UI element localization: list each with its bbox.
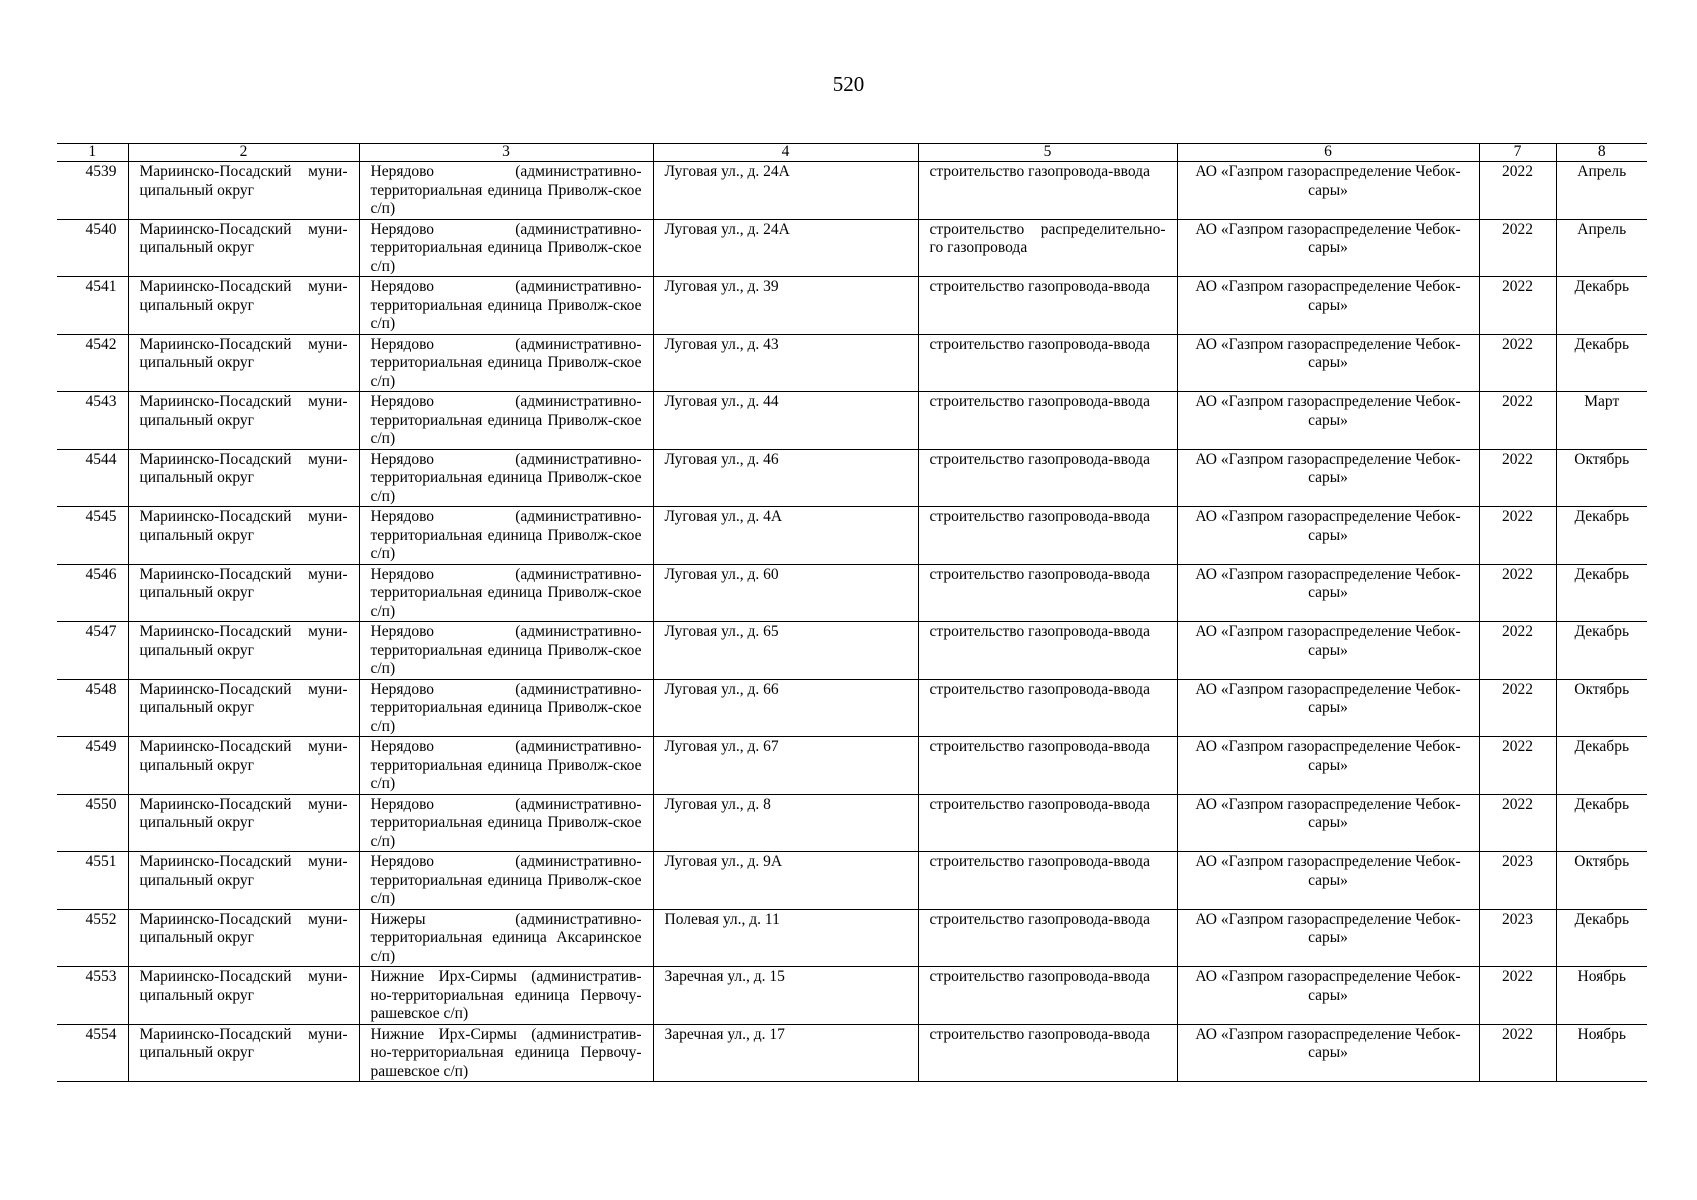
year-cell: 2022 <box>1479 219 1556 277</box>
year-cell: 2022 <box>1479 277 1556 335</box>
district-cell: Мариинско-Посадский муни-ципальный округ <box>128 277 359 335</box>
row-number: 4548 <box>57 679 128 737</box>
locality-cell: Нижеры (административно-территориальная единица Аксаринское с/п) <box>359 909 653 967</box>
district-cell: Мариинско-Посадский муни-ципальный округ <box>128 794 359 852</box>
locality-cell: Нерядово (административно-территориальная единица Приволж-ское с/п) <box>359 334 653 392</box>
row-number: 4539 <box>57 162 128 220</box>
locality-cell: Нерядово (административно-территориальная единица Приволж-ское с/п) <box>359 852 653 910</box>
district-cell: Мариинско-Посадский муни-ципальный округ <box>128 852 359 910</box>
row-number: 4543 <box>57 392 128 450</box>
work-cell: строительство газопровода-ввода <box>918 737 1177 795</box>
organization-cell: АО «Газпром газораспределение Чебок-сары» <box>1177 852 1479 910</box>
month-cell: Апрель <box>1556 219 1647 277</box>
work-cell: строительство газопровода-ввода <box>918 277 1177 335</box>
month-cell: Октябрь <box>1556 679 1647 737</box>
row-number: 4552 <box>57 909 128 967</box>
table-row <box>57 392 1647 450</box>
year-cell: 2022 <box>1479 449 1556 507</box>
table-row <box>57 449 1647 507</box>
organization-cell: АО «Газпром газораспределение Чебок-сары» <box>1177 967 1479 1025</box>
table-header-row <box>57 144 1647 162</box>
locality-cell: Нерядово (административно-территориальная единица Приволж-ское с/п) <box>359 277 653 335</box>
district-cell: Мариинско-Посадский муни-ципальный округ <box>128 449 359 507</box>
district-cell: Мариинско-Посадский муни-ципальный округ <box>128 967 359 1025</box>
row-number: 4542 <box>57 334 128 392</box>
work-cell: строительство газопровода-ввода <box>918 392 1177 450</box>
locality-cell: Нерядово (административно-территориальная единица Приволж-ское с/п) <box>359 392 653 450</box>
address-cell: Луговая ул., д. 66 <box>653 679 918 737</box>
locality-cell: Нерядово (административно-территориальная единица Приволж-ское с/п) <box>359 219 653 277</box>
address-cell: Луговая ул., д. 4А <box>653 507 918 565</box>
locality-cell: Нерядово (административно-территориальная единица Приволж-ское с/п) <box>359 679 653 737</box>
work-cell: строительство газопровода-ввода <box>918 507 1177 565</box>
month-cell: Март <box>1556 392 1647 450</box>
address-cell: Луговая ул., д. 24А <box>653 219 918 277</box>
work-cell: строительство газопровода-ввода <box>918 622 1177 680</box>
column-header: 8 <box>1556 144 1647 162</box>
year-cell: 2023 <box>1479 909 1556 967</box>
column-header: 4 <box>653 144 918 162</box>
table-row <box>57 794 1647 852</box>
month-cell: Декабрь <box>1556 622 1647 680</box>
organization-cell: АО «Газпром газораспределение Чебок-сары» <box>1177 794 1479 852</box>
year-cell: 2022 <box>1479 1024 1556 1082</box>
district-cell: Мариинско-Посадский муни-ципальный округ <box>128 507 359 565</box>
address-cell: Луговая ул., д. 67 <box>653 737 918 795</box>
address-cell: Полевая ул., д. 11 <box>653 909 918 967</box>
row-number: 4545 <box>57 507 128 565</box>
work-cell: строительство газопровода-ввода <box>918 162 1177 220</box>
table-row <box>57 564 1647 622</box>
work-cell: строительство газопровода-ввода <box>918 967 1177 1025</box>
organization-cell: АО «Газпром газораспределение Чебок-сары» <box>1177 162 1479 220</box>
table-row <box>57 967 1647 1025</box>
column-header: 3 <box>359 144 653 162</box>
district-cell: Мариинско-Посадский муни-ципальный округ <box>128 1024 359 1082</box>
work-cell: строительство газопровода-ввода <box>918 852 1177 910</box>
organization-cell: АО «Газпром газораспределение Чебок-сары» <box>1177 737 1479 795</box>
month-cell: Декабрь <box>1556 737 1647 795</box>
table-row <box>57 162 1647 220</box>
month-cell: Декабрь <box>1556 794 1647 852</box>
organization-cell: АО «Газпром газораспределение Чебок-сары» <box>1177 449 1479 507</box>
month-cell: Декабрь <box>1556 909 1647 967</box>
address-cell: Луговая ул., д. 46 <box>653 449 918 507</box>
organization-cell: АО «Газпром газораспределение Чебок-сары» <box>1177 909 1479 967</box>
data-table <box>57 143 1647 1082</box>
year-cell: 2022 <box>1479 679 1556 737</box>
row-number: 4546 <box>57 564 128 622</box>
address-cell: Заречная ул., д. 15 <box>653 967 918 1025</box>
work-cell: строительство газопровода-ввода <box>918 679 1177 737</box>
column-header: 6 <box>1177 144 1479 162</box>
organization-cell: АО «Газпром газораспределение Чебок-сары» <box>1177 679 1479 737</box>
organization-cell: АО «Газпром газораспределение Чебок-сары» <box>1177 334 1479 392</box>
row-number: 4547 <box>57 622 128 680</box>
month-cell: Декабрь <box>1556 334 1647 392</box>
address-cell: Луговая ул., д. 65 <box>653 622 918 680</box>
address-cell: Луговая ул., д. 60 <box>653 564 918 622</box>
year-cell: 2023 <box>1479 852 1556 910</box>
month-cell: Апрель <box>1556 162 1647 220</box>
month-cell: Ноябрь <box>1556 967 1647 1025</box>
work-cell: строительство газопровода-ввода <box>918 1024 1177 1082</box>
column-header: 2 <box>128 144 359 162</box>
year-cell: 2022 <box>1479 737 1556 795</box>
row-number: 4551 <box>57 852 128 910</box>
address-cell: Луговая ул., д. 43 <box>653 334 918 392</box>
district-cell: Мариинско-Посадский муни-ципальный округ <box>128 219 359 277</box>
year-cell: 2022 <box>1479 507 1556 565</box>
table-row <box>57 909 1647 967</box>
locality-cell: Нерядово (административно-территориальная единица Приволж-ское с/п) <box>359 564 653 622</box>
year-cell: 2022 <box>1479 967 1556 1025</box>
month-cell: Декабрь <box>1556 564 1647 622</box>
district-cell: Мариинско-Посадский муни-ципальный округ <box>128 162 359 220</box>
month-cell: Октябрь <box>1556 449 1647 507</box>
locality-cell: Нерядово (административно-территориальная единица Приволж-ское с/п) <box>359 162 653 220</box>
district-cell: Мариинско-Посадский муни-ципальный округ <box>128 564 359 622</box>
address-cell: Луговая ул., д. 9А <box>653 852 918 910</box>
row-number: 4541 <box>57 277 128 335</box>
table-row <box>57 507 1647 565</box>
locality-cell: Нерядово (административно-территориальная единица Приволж-ское с/п) <box>359 794 653 852</box>
address-cell: Луговая ул., д. 8 <box>653 794 918 852</box>
locality-cell: Нерядово (административно-территориальная единица Приволж-ское с/п) <box>359 449 653 507</box>
column-header: 1 <box>57 144 128 162</box>
year-cell: 2022 <box>1479 162 1556 220</box>
month-cell: Октябрь <box>1556 852 1647 910</box>
address-cell: Луговая ул., д. 24А <box>653 162 918 220</box>
table-row <box>57 852 1647 910</box>
table-row <box>57 219 1647 277</box>
district-cell: Мариинско-Посадский муни-ципальный округ <box>128 909 359 967</box>
table-row <box>57 277 1647 335</box>
address-cell: Луговая ул., д. 39 <box>653 277 918 335</box>
district-cell: Мариинско-Посадский муни-ципальный округ <box>128 622 359 680</box>
district-cell: Мариинско-Посадский муни-ципальный округ <box>128 334 359 392</box>
year-cell: 2022 <box>1479 564 1556 622</box>
address-cell: Луговая ул., д. 44 <box>653 392 918 450</box>
year-cell: 2022 <box>1479 392 1556 450</box>
table-row <box>57 679 1647 737</box>
address-cell: Заречная ул., д. 17 <box>653 1024 918 1082</box>
organization-cell: АО «Газпром газораспределение Чебок-сары» <box>1177 392 1479 450</box>
row-number: 4544 <box>57 449 128 507</box>
column-header: 5 <box>918 144 1177 162</box>
table-row <box>57 1024 1647 1082</box>
year-cell: 2022 <box>1479 622 1556 680</box>
organization-cell: АО «Газпром газораспределение Чебок-сары» <box>1177 219 1479 277</box>
row-number: 4554 <box>57 1024 128 1082</box>
organization-cell: АО «Газпром газораспределение Чебок-сары» <box>1177 1024 1479 1082</box>
district-cell: Мариинско-Посадский муни-ципальный округ <box>128 392 359 450</box>
month-cell: Ноябрь <box>1556 1024 1647 1082</box>
row-number: 4549 <box>57 737 128 795</box>
locality-cell: Нижние Ирх-Сирмы (административ-но-территориальная единица Первочу-рашевское с/п) <box>359 967 653 1025</box>
organization-cell: АО «Газпром газораспределение Чебок-сары» <box>1177 507 1479 565</box>
organization-cell: АО «Газпром газораспределение Чебок-сары» <box>1177 564 1479 622</box>
locality-cell: Нерядово (административно-территориальная единица Приволж-ское с/п) <box>359 507 653 565</box>
month-cell: Декабрь <box>1556 507 1647 565</box>
year-cell: 2022 <box>1479 334 1556 392</box>
organization-cell: АО «Газпром газораспределение Чебок-сары» <box>1177 622 1479 680</box>
year-cell: 2022 <box>1479 794 1556 852</box>
work-cell: строительство газопровода-ввода <box>918 794 1177 852</box>
column-header: 7 <box>1479 144 1556 162</box>
work-cell: строительство распределительно-го газопровода <box>918 219 1177 277</box>
table-row <box>57 622 1647 680</box>
work-cell: строительство газопровода-ввода <box>918 334 1177 392</box>
locality-cell: Нижние Ирх-Сирмы (административ-но-территориальная единица Первочу-рашевское с/п) <box>359 1024 653 1082</box>
row-number: 4553 <box>57 967 128 1025</box>
month-cell: Декабрь <box>1556 277 1647 335</box>
organization-cell: АО «Газпром газораспределение Чебок-сары» <box>1177 277 1479 335</box>
locality-cell: Нерядово (административно-территориальная единица Приволж-ское с/п) <box>359 622 653 680</box>
district-cell: Мариинско-Посадский муни-ципальный округ <box>128 679 359 737</box>
work-cell: строительство газопровода-ввода <box>918 909 1177 967</box>
table-row <box>57 737 1647 795</box>
work-cell: строительство газопровода-ввода <box>918 449 1177 507</box>
work-cell: строительство газопровода-ввода <box>918 564 1177 622</box>
row-number: 4550 <box>57 794 128 852</box>
locality-cell: Нерядово (административно-территориальная единица Приволж-ское с/п) <box>359 737 653 795</box>
row-number: 4540 <box>57 219 128 277</box>
table-row <box>57 334 1647 392</box>
page-number: 520 <box>832 72 865 96</box>
district-cell: Мариинско-Посадский муни-ципальный округ <box>128 737 359 795</box>
